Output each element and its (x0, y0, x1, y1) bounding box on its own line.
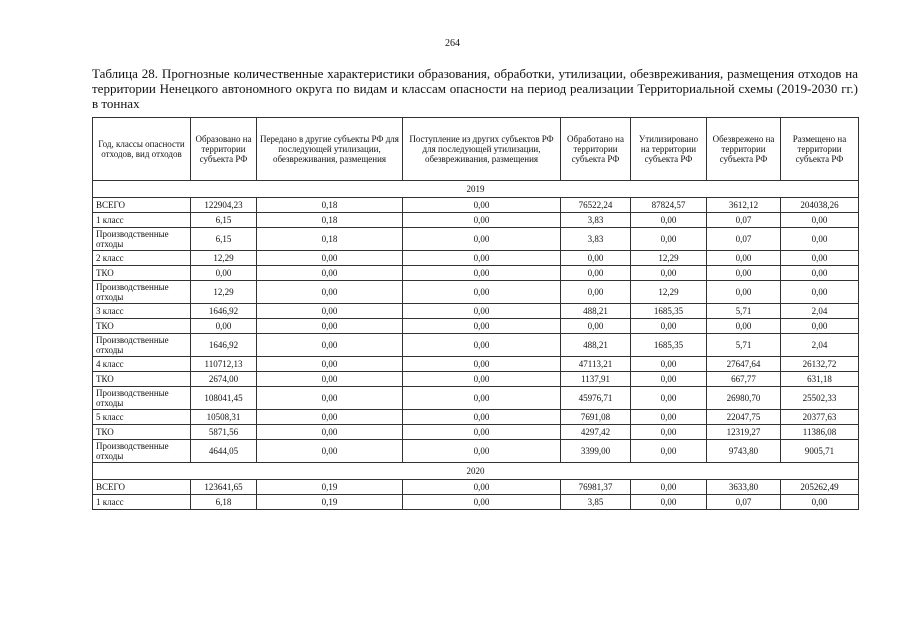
table-cell: 1685,35 (631, 304, 707, 319)
table-row (93, 251, 859, 266)
table-cell: 0,00 (781, 281, 859, 304)
table-cell: 6,15 (191, 228, 257, 251)
table-cell: 0,00 (707, 319, 781, 334)
table-cell: 0,00 (631, 357, 707, 372)
table-cell: 0,00 (631, 480, 707, 495)
table-cell: 0,00 (403, 372, 561, 387)
table-cell: 0,00 (781, 266, 859, 281)
table-cell: 108041,45 (191, 387, 257, 410)
table-cell: 27647,64 (707, 357, 781, 372)
table-cell: 0,00 (403, 304, 561, 319)
table-row (93, 304, 859, 319)
header-transferred-out: Передано в другие субъекты РФ для последующей утилизации, обезвреживания, размещения (257, 118, 403, 181)
table-body (93, 181, 859, 510)
table-cell: 0,00 (403, 281, 561, 304)
table-cell: 4297,42 (561, 425, 631, 440)
table-cell: 10508,31 (191, 410, 257, 425)
waste-forecast-table (92, 117, 859, 510)
table-cell: 6,15 (191, 213, 257, 228)
table-cell: 0,00 (257, 251, 403, 266)
table-cell: 1646,92 (191, 334, 257, 357)
table-cell: 0,00 (403, 334, 561, 357)
table-cell: 3612,12 (707, 198, 781, 213)
table-cell: 5,71 (707, 304, 781, 319)
table-cell: 0,00 (403, 357, 561, 372)
table-cell: 7691,08 (561, 410, 631, 425)
table-cell: 0,00 (191, 319, 257, 334)
table-row (93, 266, 859, 281)
row-label: Производственные отходы (93, 281, 191, 304)
header-year-class: Год, классы опасности отходов, вид отходов (93, 118, 191, 181)
header-placed: Размещено на территории субъекта РФ (781, 118, 859, 181)
table-row (93, 213, 859, 228)
table-cell: 0,00 (257, 425, 403, 440)
table-cell: 12,29 (191, 281, 257, 304)
row-label: ТКО (93, 266, 191, 281)
table-cell: 631,18 (781, 372, 859, 387)
table-cell: 667,77 (707, 372, 781, 387)
table-cell: 0,00 (631, 495, 707, 510)
table-cell: 0,00 (403, 480, 561, 495)
table-cell: 0,00 (257, 410, 403, 425)
table-cell: 205262,49 (781, 480, 859, 495)
table-cell: 0,00 (257, 319, 403, 334)
table-cell: 0,19 (257, 495, 403, 510)
table-cell: 12,29 (631, 251, 707, 266)
row-label: 3 класс (93, 304, 191, 319)
table-cell: 3,85 (561, 495, 631, 510)
table-cell: 12319,27 (707, 425, 781, 440)
table-cell: 0,00 (191, 266, 257, 281)
table-row (93, 334, 859, 357)
table-cell: 26132,72 (781, 357, 859, 372)
row-label: Производственные отходы (93, 334, 191, 357)
table-cell: 0,07 (707, 495, 781, 510)
table-cell: 3,83 (561, 213, 631, 228)
table-cell: 0,00 (631, 372, 707, 387)
table-cell: 110712,13 (191, 357, 257, 372)
table-cell: 0,00 (561, 281, 631, 304)
table-cell: 0,00 (631, 228, 707, 251)
table-cell: 0,00 (403, 495, 561, 510)
table-cell: 3399,00 (561, 440, 631, 463)
header-received-in: Поступление из других субъектов РФ для последующей утилизации, обезвреживания, размещения (403, 118, 561, 181)
table-cell: 0,00 (403, 198, 561, 213)
table-cell: 12,29 (631, 281, 707, 304)
table-cell: 2,04 (781, 304, 859, 319)
table-row (93, 228, 859, 251)
table-cell: 0,18 (257, 228, 403, 251)
table-cell: 0,00 (781, 251, 859, 266)
table-caption: Таблица 28. Прогнозные количественные характеристики образования, обработки, утилизации, обезвреживания, размещения отходов на территории Ненецкого автономного округа по видам и классам опасности на период реализации Территориальной схемы (2019-2030 гг.) в тоннах (92, 66, 858, 111)
table-cell: 76981,37 (561, 480, 631, 495)
table-row (93, 425, 859, 440)
table-cell: 0,07 (707, 213, 781, 228)
row-label: ТКО (93, 319, 191, 334)
header-utilized: Утилизировано на территории субъекта РФ (631, 118, 707, 181)
table-cell: 0,00 (561, 251, 631, 266)
table-cell: 123641,65 (191, 480, 257, 495)
table-cell: 204038,26 (781, 198, 859, 213)
year-label: 2020 (93, 463, 859, 480)
table-cell: 0,18 (257, 213, 403, 228)
header-neutralized: Обезврежено на территории субъекта РФ (707, 118, 781, 181)
page-number: 264 (445, 38, 460, 49)
row-label: ТКО (93, 425, 191, 440)
table-cell: 0,00 (707, 281, 781, 304)
table-cell: 0,00 (631, 387, 707, 410)
table-cell: 2,04 (781, 334, 859, 357)
table-cell: 1685,35 (631, 334, 707, 357)
table-cell: 0,00 (257, 372, 403, 387)
row-label: ВСЕГО (93, 480, 191, 495)
table-cell: 9743,80 (707, 440, 781, 463)
table-cell: 0,00 (403, 319, 561, 334)
table-cell: 20377,63 (781, 410, 859, 425)
table-cell: 3633,80 (707, 480, 781, 495)
table-cell: 0,00 (257, 440, 403, 463)
table-cell: 0,00 (781, 495, 859, 510)
table-cell: 0,00 (257, 281, 403, 304)
table-cell: 0,00 (631, 266, 707, 281)
row-label: ВСЕГО (93, 198, 191, 213)
year-label: 2019 (93, 181, 859, 198)
row-label: 2 класс (93, 251, 191, 266)
table-cell: 6,18 (191, 495, 257, 510)
table-cell: 1137,91 (561, 372, 631, 387)
table-cell: 0,00 (257, 334, 403, 357)
table-cell: 0,18 (257, 198, 403, 213)
table-cell: 26980,70 (707, 387, 781, 410)
table-cell: 2674,00 (191, 372, 257, 387)
table-cell: 122904,23 (191, 198, 257, 213)
table-cell: 0,00 (257, 266, 403, 281)
row-label: Производственные отходы (93, 228, 191, 251)
table-cell: 0,00 (631, 319, 707, 334)
year-row (93, 463, 859, 480)
table-cell: 0,00 (257, 387, 403, 410)
row-label: ТКО (93, 372, 191, 387)
table-cell: 0,00 (561, 319, 631, 334)
table-row (93, 319, 859, 334)
table-cell: 25502,33 (781, 387, 859, 410)
table-cell: 0,00 (403, 425, 561, 440)
table-cell: 0,00 (707, 266, 781, 281)
table-cell: 47113,21 (561, 357, 631, 372)
table-cell: 0,00 (631, 440, 707, 463)
table-row (93, 440, 859, 463)
table-cell: 0,19 (257, 480, 403, 495)
table-cell: 45976,71 (561, 387, 631, 410)
table-cell: 0,00 (631, 410, 707, 425)
table-cell: 0,00 (257, 304, 403, 319)
table-cell: 0,00 (781, 319, 859, 334)
table-cell: 0,00 (403, 387, 561, 410)
table-cell: 12,29 (191, 251, 257, 266)
table-row (93, 410, 859, 425)
table-cell: 488,21 (561, 304, 631, 319)
table-cell: 0,00 (631, 425, 707, 440)
table-cell: 0,00 (257, 357, 403, 372)
table-cell: 0,00 (631, 213, 707, 228)
table-cell: 76522,24 (561, 198, 631, 213)
table-cell: 5871,56 (191, 425, 257, 440)
row-label: 1 класс (93, 495, 191, 510)
table-row (93, 357, 859, 372)
table-cell: 0,00 (781, 228, 859, 251)
table-row (93, 480, 859, 495)
table-cell: 0,00 (781, 213, 859, 228)
table-cell: 0,07 (707, 228, 781, 251)
row-label: Производственные отходы (93, 440, 191, 463)
table-row (93, 387, 859, 410)
row-label: 1 класс (93, 213, 191, 228)
table-row (93, 372, 859, 387)
table-cell: 0,00 (561, 266, 631, 281)
table-row (93, 495, 859, 510)
table-cell: 0,00 (403, 266, 561, 281)
table-cell: 3,83 (561, 228, 631, 251)
table-cell: 22047,75 (707, 410, 781, 425)
table-cell: 11386,08 (781, 425, 859, 440)
row-label: 4 класс (93, 357, 191, 372)
table-cell: 0,00 (707, 251, 781, 266)
header-generated: Образовано на территории субъекта РФ (191, 118, 257, 181)
header-processed: Обработано на территории субъекта РФ (561, 118, 631, 181)
table-cell: 0,00 (403, 440, 561, 463)
table-cell: 488,21 (561, 334, 631, 357)
table-cell: 4644,05 (191, 440, 257, 463)
table-cell: 0,00 (403, 228, 561, 251)
table-row (93, 198, 859, 213)
table-cell: 0,00 (403, 410, 561, 425)
table-cell: 0,00 (403, 251, 561, 266)
table-cell: 1646,92 (191, 304, 257, 319)
table-cell: 87824,57 (631, 198, 707, 213)
table-header-row (93, 118, 859, 181)
row-label: Производственные отходы (93, 387, 191, 410)
row-label: 5 класс (93, 410, 191, 425)
table-cell: 0,00 (403, 213, 561, 228)
table-cell: 9005,71 (781, 440, 859, 463)
year-row (93, 181, 859, 198)
table-row (93, 281, 859, 304)
table-cell: 5,71 (707, 334, 781, 357)
